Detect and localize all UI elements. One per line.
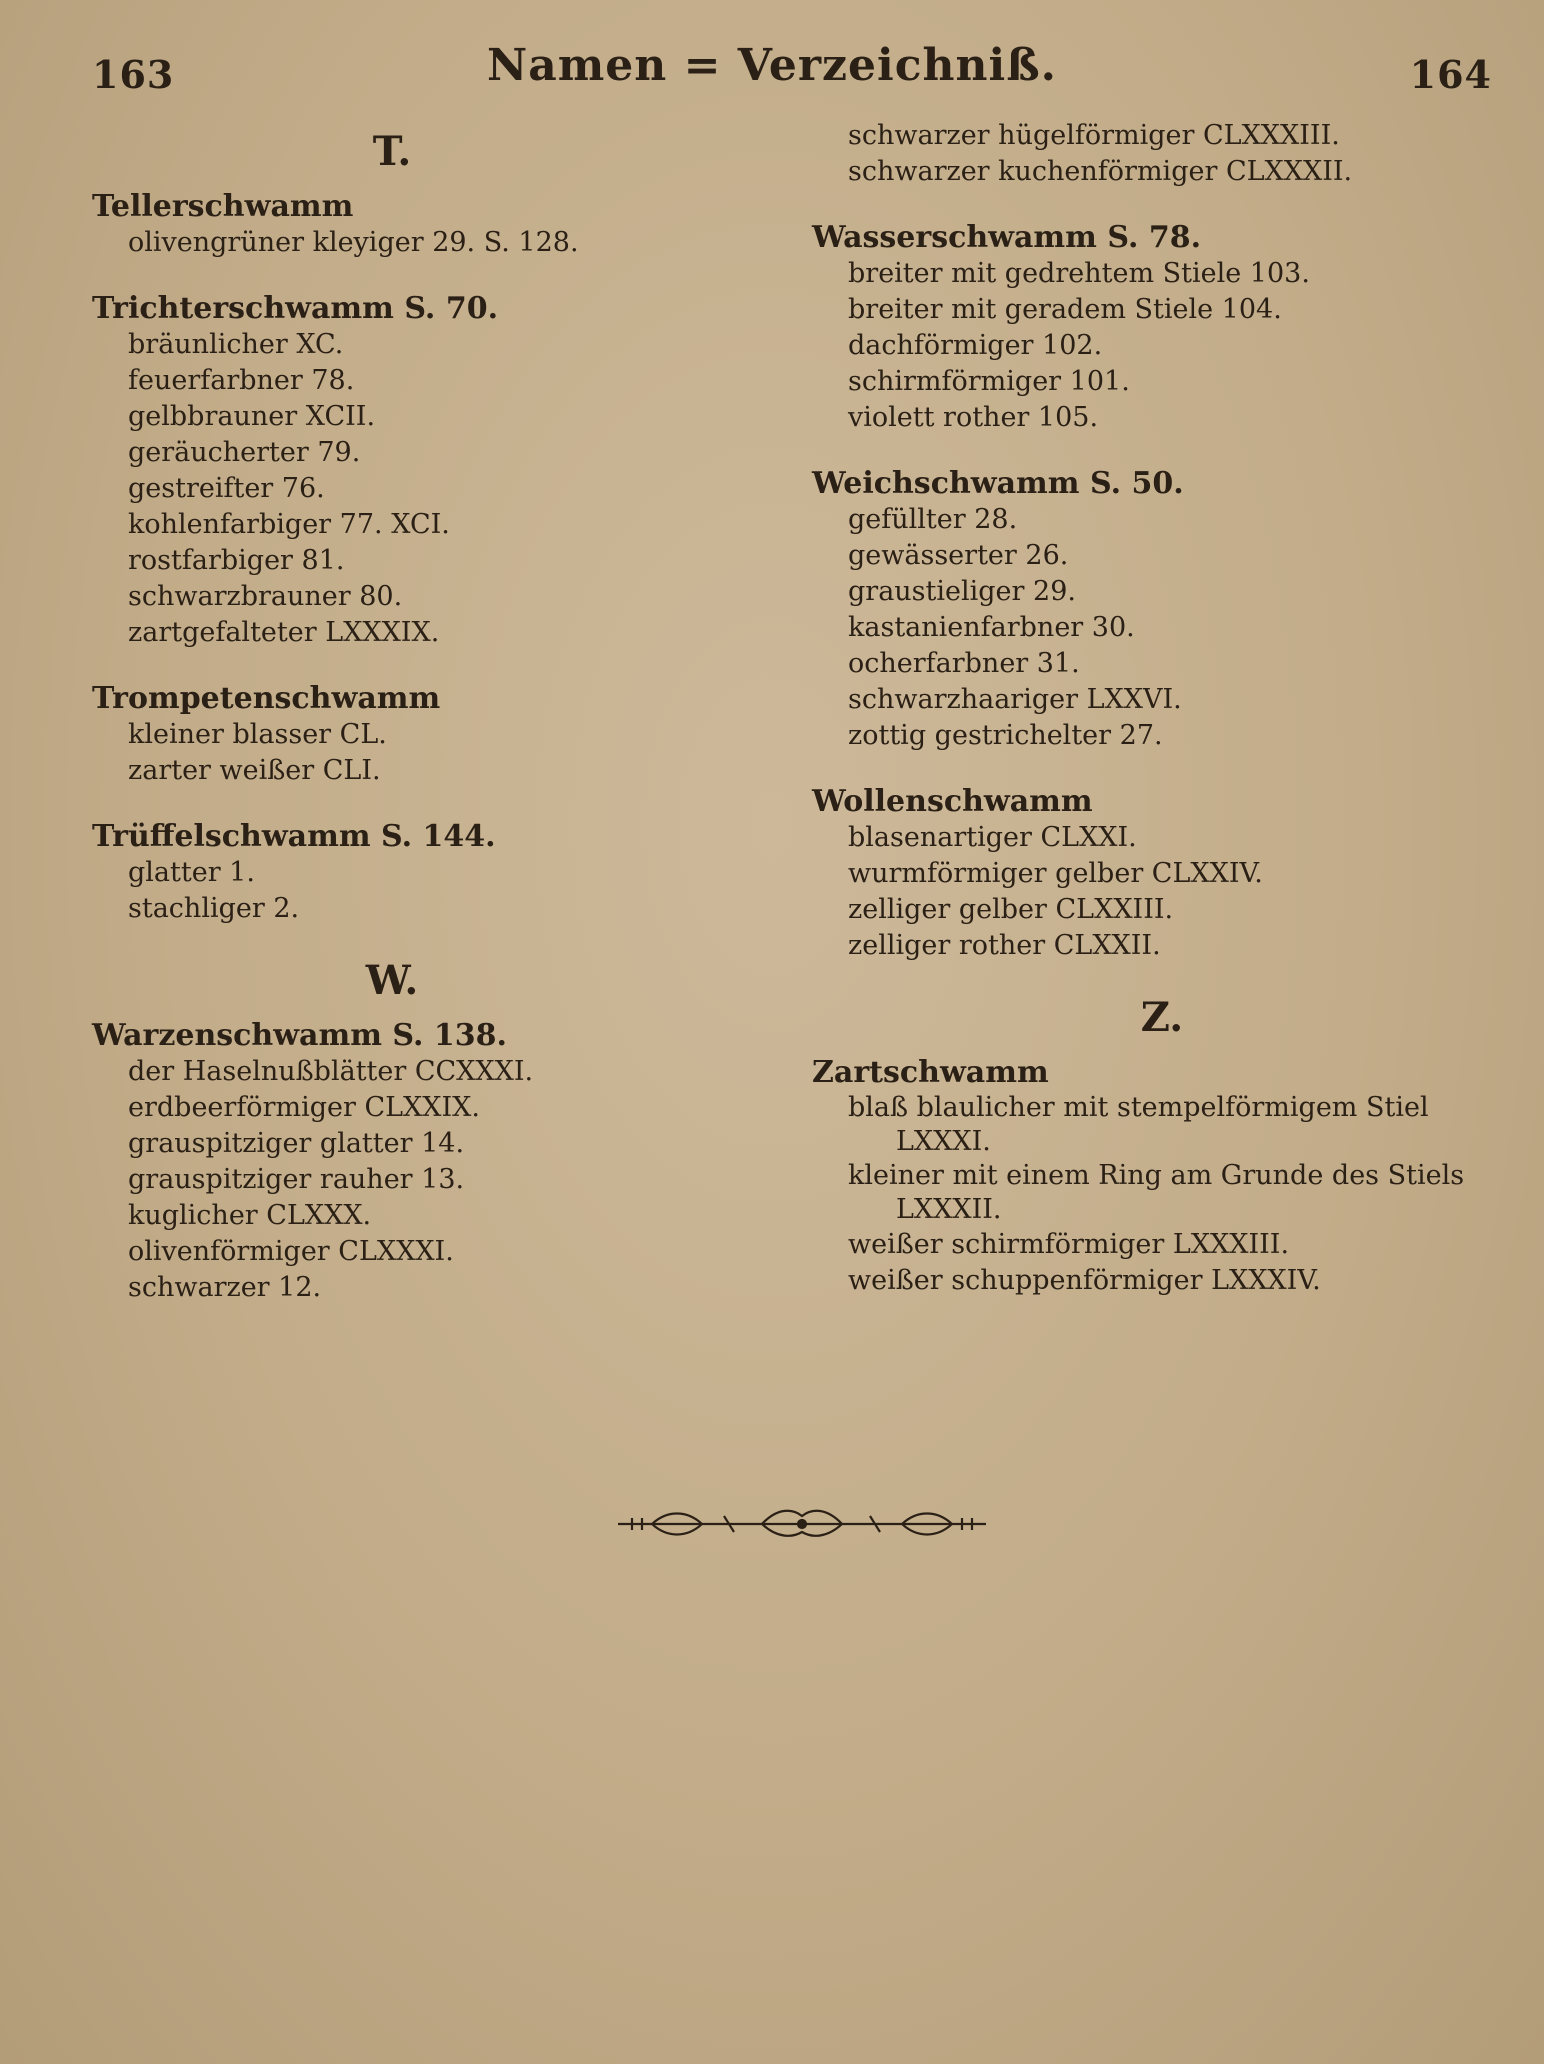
- subitem-line: kleiner mit einem Ring am Grunde des Stiels: [848, 1160, 1465, 1191]
- entry-heading: Wasserschwamm S. 78.: [812, 220, 1202, 255]
- entry-subitem: gewässerter 26.: [848, 540, 1069, 571]
- entry-subitem: ocherfarbner 31.: [848, 648, 1080, 679]
- entry-heading: Trompetenschwamm: [92, 681, 441, 716]
- entry-subitem: grauspitziger glatter 14.: [128, 1128, 465, 1159]
- subitem-continuation: LXXXII.: [896, 1194, 1002, 1225]
- index-entry: [92, 189, 692, 261]
- index-entry: [812, 1055, 1512, 1299]
- entry-subitem: zottig gestrichelter 27.: [848, 720, 1163, 751]
- entry-subitem: kleiner blasser CL.: [128, 719, 387, 750]
- subitem-line: blaß blaulicher mit stempelförmigem Stiel: [848, 1092, 1429, 1123]
- entry-subitem: weißer schuppenförmiger LXXXIV.: [848, 1265, 1321, 1296]
- left-column: [92, 118, 692, 1336]
- entry-subitem: olivengrüner kleyiger 29. S. 128.: [128, 227, 579, 258]
- entry-subitem: violett rother 105.: [848, 402, 1099, 433]
- entry-subitem: stachliger 2.: [128, 893, 300, 924]
- running-title: Namen = Verzeichniß.: [487, 40, 1057, 91]
- entry-subitem: glatter 1.: [128, 857, 255, 888]
- index-entry: [92, 1018, 692, 1306]
- entry-subitem: rostfarbiger 81.: [128, 545, 345, 576]
- section-letter-w: W.: [365, 957, 419, 1004]
- entry-subitem: geräucherter 79.: [128, 437, 361, 468]
- entry-subitem: blasenartiger CLXXI.: [848, 822, 1137, 853]
- entry-subitem: gestreifter 76.: [128, 473, 325, 504]
- right-column: [812, 118, 1512, 1329]
- page-number-right: 164: [1409, 52, 1492, 97]
- index-entry: [812, 220, 1512, 436]
- entry-subitem-wrapped: [812, 1091, 1512, 1159]
- page-number-left: 163: [92, 52, 175, 97]
- continued-entry: [812, 118, 1512, 190]
- entry-subitem: weißer schirmförmiger LXXXIII.: [848, 1229, 1290, 1260]
- entry-subitem: schwarzer kuchenförmiger CLXXXII.: [848, 156, 1353, 187]
- index-entry: [92, 681, 692, 789]
- entry-subitem: gelbbrauner XCII.: [128, 401, 376, 432]
- entry-subitem: schwarzer hügelförmiger CLXXXIII.: [848, 120, 1340, 151]
- entry-subitem: schwarzhaariger LXXVI.: [848, 684, 1182, 715]
- entry-heading: Zartschwamm: [812, 1055, 1049, 1090]
- entry-heading: Trichterschwamm S. 70.: [92, 291, 499, 326]
- index-entry: [812, 784, 1512, 964]
- entry-subitem: bräunlicher XC.: [128, 329, 344, 360]
- entry-subitem: zelliger rother CLXXII.: [848, 930, 1161, 961]
- entry-subitem: breiter mit gedrehtem Stiele 103.: [848, 258, 1310, 289]
- entry-subitem: feuerfarbner 78.: [128, 365, 355, 396]
- index-entry: [92, 291, 692, 651]
- entry-subitem: schirmförmiger 101.: [848, 366, 1130, 397]
- entry-subitem: zarter weißer CLI.: [128, 755, 381, 786]
- section-letter-z: Z.: [1140, 994, 1184, 1041]
- entry-subitem: wurmförmiger gelber CLXXIV.: [848, 858, 1263, 889]
- entry-subitem-wrapped: [812, 1159, 1512, 1227]
- entry-subitem: kastanienfarbner 30.: [848, 612, 1135, 643]
- entry-heading: Tellerschwamm: [92, 189, 354, 224]
- entry-subitem: dachförmiger 102.: [848, 330, 1103, 361]
- subitem-continuation: LXXXI.: [896, 1126, 991, 1157]
- entry-subitem: der Haselnußblätter CCXXXI.: [128, 1056, 534, 1087]
- entry-heading: Weichschwamm S. 50.: [812, 466, 1184, 501]
- section-letter-t: T.: [372, 128, 412, 175]
- entry-subitem: olivenförmiger CLXXXI.: [128, 1236, 454, 1267]
- entry-heading: Trüffelschwamm S. 144.: [92, 819, 496, 854]
- entry-subitem: gefüllter 28.: [848, 504, 1018, 535]
- entry-subitem: schwarzer 12.: [128, 1272, 322, 1303]
- entry-heading: Wollenschwamm: [812, 784, 1093, 819]
- entry-subitem: grauspitziger rauher 13.: [128, 1164, 465, 1195]
- entry-subitem: schwarzbrauner 80.: [128, 581, 403, 612]
- index-entry: [812, 466, 1512, 754]
- entry-subitem: graustieliger 29.: [848, 576, 1076, 607]
- entry-subitem: kuglicher CLXXX.: [128, 1200, 372, 1231]
- entry-subitem: zartgefalteter LXXXIX.: [128, 617, 440, 648]
- entry-subitem: breiter mit geradem Stiele 104.: [848, 294, 1282, 325]
- decorative-tailpiece-icon: [612, 1502, 992, 1542]
- index-entry: [92, 819, 692, 927]
- entry-subitem: zelliger gelber CLXXIII.: [848, 894, 1174, 925]
- entry-heading: Warzenschwamm S. 138.: [92, 1018, 507, 1053]
- entry-subitem: kohlenfarbiger 77. XCI.: [128, 509, 450, 540]
- entry-subitem: erdbeerförmiger CLXXIX.: [128, 1092, 480, 1123]
